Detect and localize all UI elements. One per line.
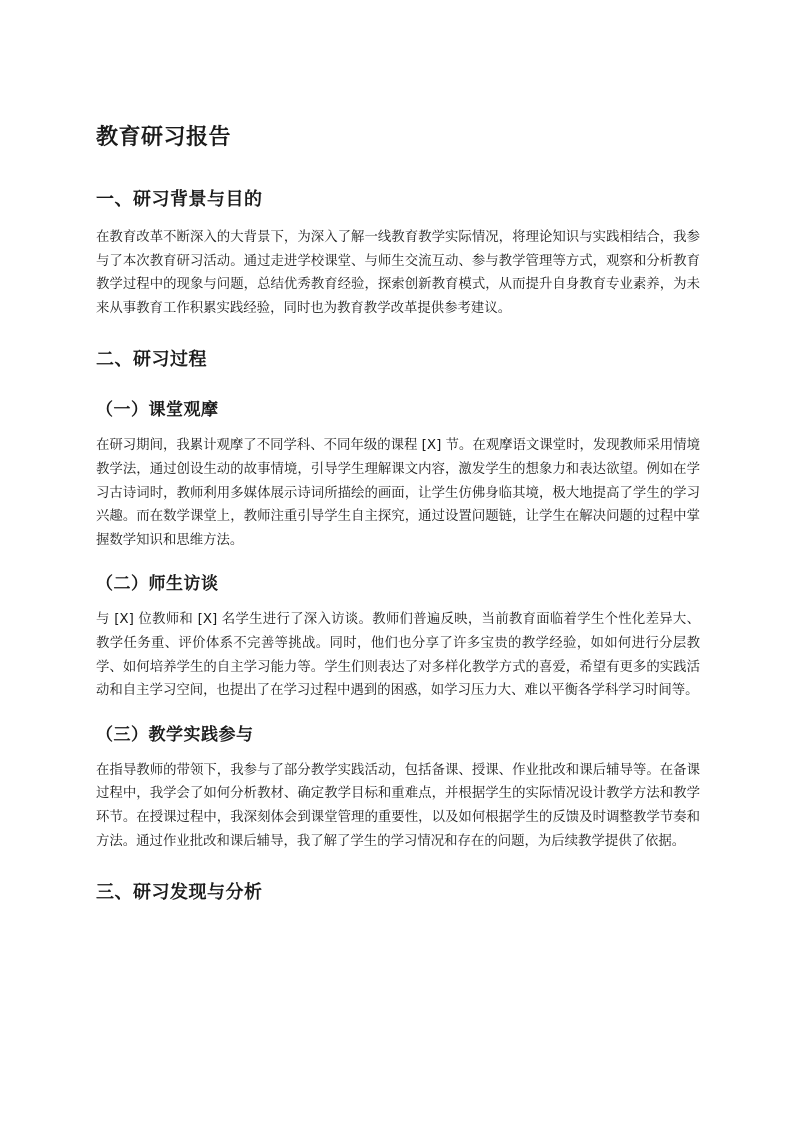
section-heading-process: 二、研习过程 (96, 349, 207, 371)
section-heading-background: 一、研习背景与目的 (96, 189, 263, 210)
document-page (96, 118, 700, 919)
document-title: 教育研习报告 (96, 125, 232, 150)
section-paragraph-background: 在教育改革不断深入的大背景下，为深入了解一线教育教学实际情况，将理论知识与实践相结合，我参与了本次教育研习活动。通过走进学校课堂、与师生交流互动、参与教学管理等方式，观察和分析教育教学过程中的现象与问题，总结优秀教育经验，探索创新教育模式，从而提升自身教育专业素养，为未来从事教育工作积累实践经验，同时也为教育教学改革提供参考建议。 (96, 230, 700, 316)
subsection-heading-practice: （三）教学实践参与 (96, 724, 254, 745)
subsection-heading-interview: （二）师生访谈 (96, 574, 219, 595)
subsection-paragraph-interview: 与 [X] 位教师和 [X] 名学生进行了深入访谈。教师们普遍反映，当前教育面临着学生个性化差异大、教学任务重、评价体系不完善等挑战。同时，他们也分享了许多宝贵的教学经验，如如何进行分层教学、如何培养学生的自主学习能力等。学生们则表达了对多样化教学方式的喜爱，希望有更多的实践活动和自主学习空间，也提出了在学习过程中遇到的困惑，如学习压力大、难以平衡各学科学习时间等。 (96, 612, 700, 699)
section-heading-findings: 三、研习发现与分析 (96, 882, 263, 904)
subsection-paragraph-observation: 在研习期间，我累计观摩了不同学科、不同年级的课程 [X] 节。在观摩语文课堂时，发现教师采用情境教学法，通过创设生动的故事情境，引导学生理解课文内容，激发学生的想象力和表达欲望。例如在学习古诗词时，教师利用多媒体展示诗词所描绘的画面，让学生仿佛身临其境，极大地提高了学生的学习兴趣。而在数学课堂上，教师注重引导学生自主探究，通过设置问题链，让学生在解决问题的过程中掌握数学知识和思维方法。 (96, 438, 700, 548)
subsection-heading-observation: （一）课堂观摩 (96, 400, 219, 421)
subsection-paragraph-practice: 在指导教师的带领下，我参与了部分教学实践活动，包括备课、授课、作业批改和课后辅导等。在备课过程中，我学会了如何分析教材、确定教学目标和重难点，并根据学生的实际情况设计教学方法和教学环节。在授课过程中，我深刻体会到课堂管理的重要性，以及如何根据学生的反馈及时调整教学节奏和方法。通过作业批改和课后辅导，我了解了学生的学习情况和存在的问题，为后续教学提供了依据。 (96, 762, 700, 849)
